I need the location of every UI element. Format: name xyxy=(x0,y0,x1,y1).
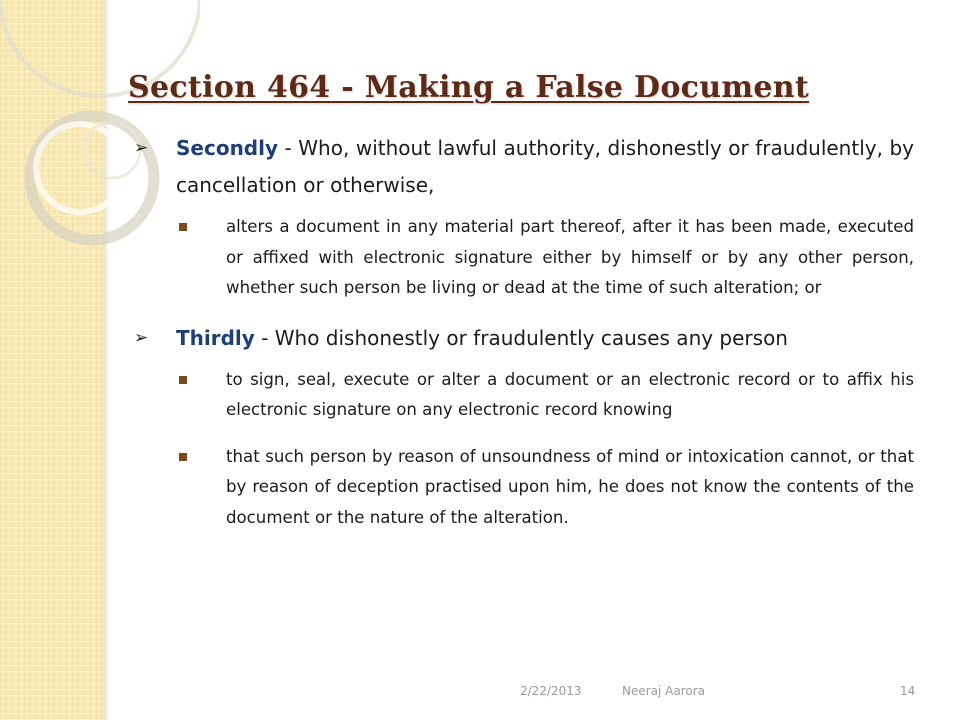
point-text: - Who, without lawful authority, dishonestly or fraudulently, by cancellation or otherwise, xyxy=(176,136,914,197)
point-keyword: Thirdly xyxy=(176,325,255,350)
footer-page-number: 14 xyxy=(900,684,916,698)
point-secondly xyxy=(128,130,914,204)
subpoint-sign-seal xyxy=(128,365,914,426)
footer-date: 2/22/2013 xyxy=(520,684,582,698)
subpoint-alters xyxy=(128,212,914,304)
subpoint-text: to sign, seal, execute or alter a document or an electronic record or to affix his electronic signature on any electronic record knowing xyxy=(226,369,914,419)
slide-content xyxy=(128,130,914,549)
point-text: - Who dishonestly or fraudulently causes any person xyxy=(254,325,788,350)
footer-author: Neeraj Aarora xyxy=(622,684,706,698)
point-keyword: Secondly xyxy=(176,136,279,160)
square-bullet-icon xyxy=(179,453,187,461)
square-bullet-icon xyxy=(179,376,187,384)
point-thirdly xyxy=(128,320,914,357)
arrow-bullet-icon: ➢ xyxy=(134,327,149,348)
subpoint-text: that such person by reason of unsoundness of mind or intoxication cannot, or that by reason of deception practised upon him, he does not know the contents of the document or the nature of the alteration. xyxy=(226,446,914,527)
arrow-bullet-icon: ➢ xyxy=(134,138,149,158)
subpoint-text: alters a document in any material part thereof, after it has been made, executed or affixed with electronic signature either by himself or by any other person, whether such person be living or dead at the time of such alteration; or xyxy=(226,217,914,297)
subpoint-unsoundness xyxy=(128,442,914,534)
slide-title: Section 464 - Making a False Document xyxy=(128,70,810,105)
square-bullet-icon xyxy=(179,223,187,231)
